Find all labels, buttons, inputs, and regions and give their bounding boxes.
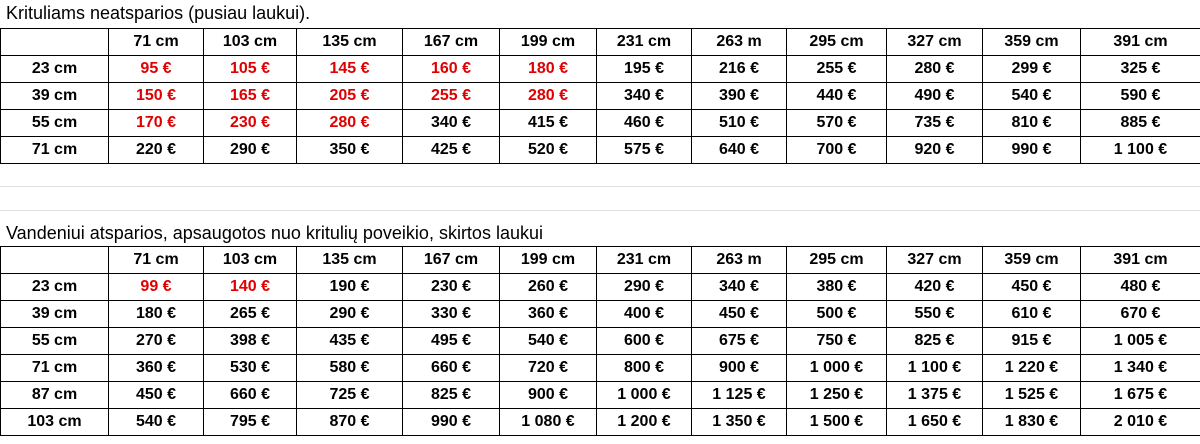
price-cell: 600 €: [597, 328, 692, 355]
price-cell: 990 €: [983, 137, 1081, 164]
price-cell: 725 €: [297, 382, 403, 409]
price-cell: 420 €: [887, 274, 983, 301]
price-cell: 380 €: [787, 274, 887, 301]
row-label: 55 cm: [1, 110, 109, 137]
row-label: 71 cm: [1, 355, 109, 382]
price-cell: 900 €: [500, 382, 597, 409]
price-cell: 340 €: [597, 83, 692, 110]
price-cell: 180 €: [109, 301, 204, 328]
table-row: [1, 274, 1200, 301]
price-cell: 495 €: [403, 328, 500, 355]
column-header: 167 cm: [403, 247, 500, 274]
price-cell: 1 005 €: [1081, 328, 1200, 355]
price-cell: 660 €: [204, 382, 297, 409]
price-cell: 435 €: [297, 328, 403, 355]
table-row: [1, 83, 1200, 110]
price-cell: 450 €: [983, 274, 1081, 301]
price-cell: 500 €: [787, 301, 887, 328]
price-cell: 550 €: [887, 301, 983, 328]
price-cell: 990 €: [403, 409, 500, 436]
price-cell: 570 €: [787, 110, 887, 137]
price-cell: 160 €: [403, 56, 500, 83]
price-cell: 675 €: [692, 328, 787, 355]
row-label: 23 cm: [1, 274, 109, 301]
header-row: [1, 247, 1200, 274]
price-cell: 450 €: [692, 301, 787, 328]
price-cell: 1 250 €: [787, 382, 887, 409]
price-cell: 280 €: [500, 83, 597, 110]
table-row: [1, 355, 1200, 382]
price-cell: 735 €: [887, 110, 983, 137]
price-cell: 885 €: [1081, 110, 1200, 137]
column-header: 199 cm: [500, 247, 597, 274]
price-cell: 1 350 €: [692, 409, 787, 436]
price-cell: 99 €: [109, 274, 204, 301]
column-header: 231 cm: [597, 247, 692, 274]
table-row: [1, 137, 1200, 164]
price-cell: 1 525 €: [983, 382, 1081, 409]
corner-cell: [1, 29, 109, 56]
price-cell: 260 €: [500, 274, 597, 301]
price-cell: 540 €: [109, 409, 204, 436]
row-label: 103 cm: [1, 409, 109, 436]
row-label: 71 cm: [1, 137, 109, 164]
column-header: 359 cm: [983, 29, 1081, 56]
column-header: 359 cm: [983, 247, 1081, 274]
price-cell: 1 000 €: [597, 382, 692, 409]
price-cell: 640 €: [692, 137, 787, 164]
column-header: 71 cm: [109, 247, 204, 274]
price-cell: 165 €: [204, 83, 297, 110]
price-cell: 340 €: [403, 110, 500, 137]
column-header: 135 cm: [297, 29, 403, 56]
price-cell: 1 375 €: [887, 382, 983, 409]
price-cell: 216 €: [692, 56, 787, 83]
price-cell: 299 €: [983, 56, 1081, 83]
price-cell: 670 €: [1081, 301, 1200, 328]
price-cell: 280 €: [297, 110, 403, 137]
price-cell: 280 €: [887, 56, 983, 83]
row-label: 39 cm: [1, 301, 109, 328]
price-cell: 1 500 €: [787, 409, 887, 436]
price-cell: 575 €: [597, 137, 692, 164]
price-cell: 915 €: [983, 328, 1081, 355]
price-cell: 870 €: [297, 409, 403, 436]
price-cell: 230 €: [204, 110, 297, 137]
table-row: [1, 382, 1200, 409]
price-cell: 220 €: [109, 137, 204, 164]
price-cell: 325 €: [1081, 56, 1200, 83]
price-cell: 580 €: [297, 355, 403, 382]
price-cell: 2 010 €: [1081, 409, 1200, 436]
column-header: 199 cm: [500, 29, 597, 56]
corner-cell: [1, 247, 109, 274]
table-row: [1, 301, 1200, 328]
price-cell: 810 €: [983, 110, 1081, 137]
column-header: 71 cm: [109, 29, 204, 56]
price-cell: 205 €: [297, 83, 403, 110]
price-cell: 1 650 €: [887, 409, 983, 436]
table-row: [1, 110, 1200, 137]
price-cell: 150 €: [109, 83, 204, 110]
price-cell: 255 €: [787, 56, 887, 83]
row-label: 39 cm: [1, 83, 109, 110]
price-cell: 750 €: [787, 328, 887, 355]
price-cell: 450 €: [109, 382, 204, 409]
price-cell: 1 100 €: [1081, 137, 1200, 164]
price-cell: 440 €: [787, 83, 887, 110]
price-cell: 360 €: [109, 355, 204, 382]
empty-spreadsheet-row: [0, 164, 1200, 187]
price-cell: 350 €: [297, 137, 403, 164]
price-cell: 610 €: [983, 301, 1081, 328]
price-cell: 900 €: [692, 355, 787, 382]
price-cell: 1 100 €: [887, 355, 983, 382]
price-cell: 1 675 €: [1081, 382, 1200, 409]
price-cell: 825 €: [887, 328, 983, 355]
price-cell: 1 220 €: [983, 355, 1081, 382]
price-cell: 700 €: [787, 137, 887, 164]
column-header: 167 cm: [403, 29, 500, 56]
price-cell: 190 €: [297, 274, 403, 301]
price-cell: 480 €: [1081, 274, 1200, 301]
column-header: 391 cm: [1081, 29, 1200, 56]
price-cell: 360 €: [500, 301, 597, 328]
price-cell: 1 125 €: [692, 382, 787, 409]
row-label: 87 cm: [1, 382, 109, 409]
price-cell: 795 €: [204, 409, 297, 436]
column-header: 327 cm: [887, 29, 983, 56]
price-cell: 660 €: [403, 355, 500, 382]
price-cell: 390 €: [692, 83, 787, 110]
price-cell: 400 €: [597, 301, 692, 328]
price-cell: 230 €: [403, 274, 500, 301]
price-cell: 530 €: [204, 355, 297, 382]
price-cell: 1 000 €: [787, 355, 887, 382]
price-cell: 265 €: [204, 301, 297, 328]
price-cell: 460 €: [597, 110, 692, 137]
price-cell: 145 €: [297, 56, 403, 83]
price-cell: 255 €: [403, 83, 500, 110]
price-cell: 140 €: [204, 274, 297, 301]
column-header: 327 cm: [887, 247, 983, 274]
price-cell: 180 €: [500, 56, 597, 83]
row-label: 23 cm: [1, 56, 109, 83]
price-cell: 1 340 €: [1081, 355, 1200, 382]
price-cell: 270 €: [109, 328, 204, 355]
column-header: 391 cm: [1081, 247, 1200, 274]
table-row: [1, 328, 1200, 355]
price-cell: 920 €: [887, 137, 983, 164]
column-header: 263 m: [692, 29, 787, 56]
price-cell: 290 €: [297, 301, 403, 328]
price-cell: 800 €: [597, 355, 692, 382]
price-cell: 520 €: [500, 137, 597, 164]
column-header: 263 m: [692, 247, 787, 274]
table-1-title: Krituliams neatsparios (pusiau laukui).: [6, 3, 311, 23]
price-cell: 195 €: [597, 56, 692, 83]
price-cell: 540 €: [983, 83, 1081, 110]
price-cell: 490 €: [887, 83, 983, 110]
table-row: [1, 409, 1200, 436]
price-cell: 170 €: [109, 110, 204, 137]
table-row: [1, 56, 1200, 83]
column-header: 135 cm: [297, 247, 403, 274]
price-cell: 415 €: [500, 110, 597, 137]
price-cell: 1 830 €: [983, 409, 1081, 436]
price-cell: 290 €: [204, 137, 297, 164]
price-cell: 1 080 €: [500, 409, 597, 436]
price-cell: 105 €: [204, 56, 297, 83]
price-cell: 825 €: [403, 382, 500, 409]
price-cell: 340 €: [692, 274, 787, 301]
price-cell: 540 €: [500, 328, 597, 355]
price-table-1: [0, 28, 1200, 164]
row-label: 55 cm: [1, 328, 109, 355]
header-row: [1, 29, 1200, 56]
price-cell: 1 200 €: [597, 409, 692, 436]
price-cell: 95 €: [109, 56, 204, 83]
price-cell: 720 €: [500, 355, 597, 382]
price-cell: 330 €: [403, 301, 500, 328]
price-cell: 510 €: [692, 110, 787, 137]
column-header: 103 cm: [204, 247, 297, 274]
price-table-2: [0, 246, 1200, 436]
column-header: 295 cm: [787, 247, 887, 274]
column-header: 231 cm: [597, 29, 692, 56]
price-cell: 398 €: [204, 328, 297, 355]
column-header: 103 cm: [204, 29, 297, 56]
price-cell: 425 €: [403, 137, 500, 164]
price-cell: 590 €: [1081, 83, 1200, 110]
price-cell: 290 €: [597, 274, 692, 301]
table-2-title: Vandeniui atsparios, apsaugotos nuo kritulių poveikio, skirtos laukui: [6, 223, 543, 243]
empty-spreadsheet-row: [0, 188, 1200, 211]
column-header: 295 cm: [787, 29, 887, 56]
